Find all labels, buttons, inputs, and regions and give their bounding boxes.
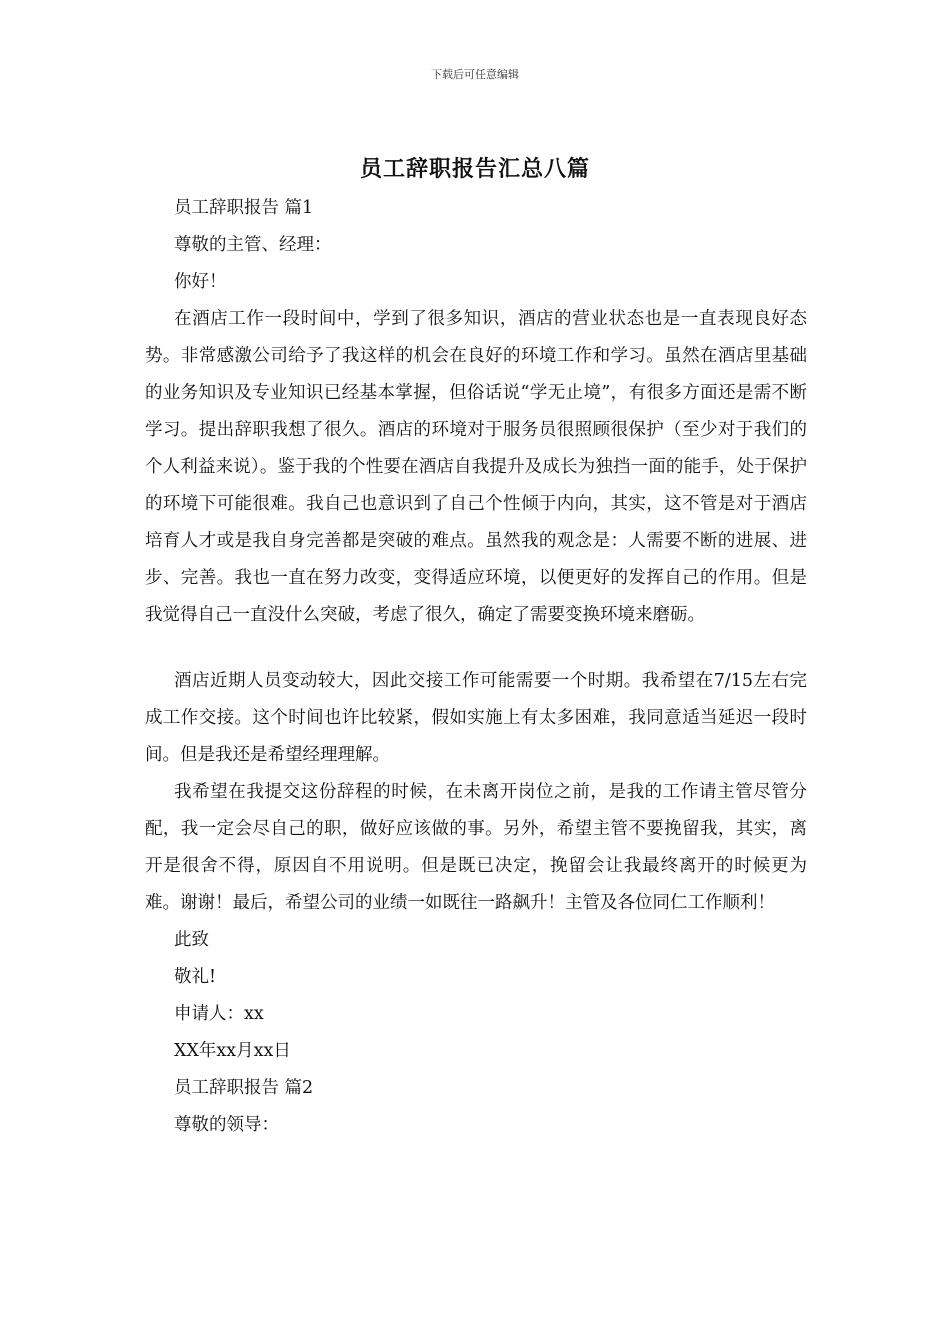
paragraph-spacer bbox=[145, 634, 807, 663]
salutation-1: 尊敬的主管、经理： bbox=[174, 235, 332, 255]
date-line: XX年xx月xx日 bbox=[174, 1041, 291, 1061]
section-heading-2: 员工辞职报告 篇2 bbox=[174, 1078, 314, 1098]
header-note: 下载后可任意编辑 bbox=[431, 68, 519, 81]
paragraph-1: 在酒店工作一段时间中，学到了很多知识，酒店的营业状态也是一直表现良好态势。非常感激公司给予了我这样的机会在良好的环境工作和学习。虽然在酒店里基础的业务知识及专业知识已经基本掌握，但俗话说“学无止境”，有很多方面还是需不断学习。提出辞职我想了很久。酒店的环境对于服务员很照顾很保护（至少对于我们的个人利益来说）。鉴于我的个性要在酒店自我提升及成长为独挡一面的能手，处于保护的环境下可能很难。我自己也意识到了自己个性倾于内向，其实，这不管是对于酒店培育人才或是我自身完善都是突破的难点。虽然我的观念是：人需要不断的进展、进步、完善。我也一直在努力改变，变得适应环境，以便更好的发挥自己的作用。但是我觉得自己一直没什么突破，考虑了很久，确定了需要变换环境来磨砺。 bbox=[145, 309, 807, 625]
closing-line-1: 此致 bbox=[174, 930, 209, 950]
closing-line-2: 敬礼! bbox=[174, 967, 217, 987]
paragraph-2: 酒店近期人员变动较大，因此交接工作可能需要一个时期。我希望在7/15左右完成工作交接。这个时间也许比较紧，假如实施上有太多困难，我同意适当延迟一段时间。但是我还是希望经理理解。 bbox=[145, 671, 807, 765]
document-body bbox=[145, 190, 807, 1144]
document-title: 员工辞职报告汇总八篇 bbox=[359, 156, 590, 182]
greeting-1: 你好！ bbox=[174, 272, 227, 292]
applicant-line: 申请人：xx bbox=[174, 1004, 264, 1024]
paragraph-3: 我希望在我提交这份辞程的时候，在未离开岗位之前，是我的工作请主管尽管分配，我一定会尽自己的职，做好应该做的事。另外，希望主管不要挽留我，其实，离开是很舍不得，原因自不用说明。但是既已决定，挽留会让我最终离开的时候更为难。谢谢！最后，希望公司的业绩一如既往一路飙升！主管及各位同仁工作顺利！ bbox=[145, 782, 807, 913]
salutation-2: 尊敬的领导： bbox=[174, 1115, 279, 1135]
section-heading-1: 员工辞职报告 篇1 bbox=[174, 198, 314, 218]
